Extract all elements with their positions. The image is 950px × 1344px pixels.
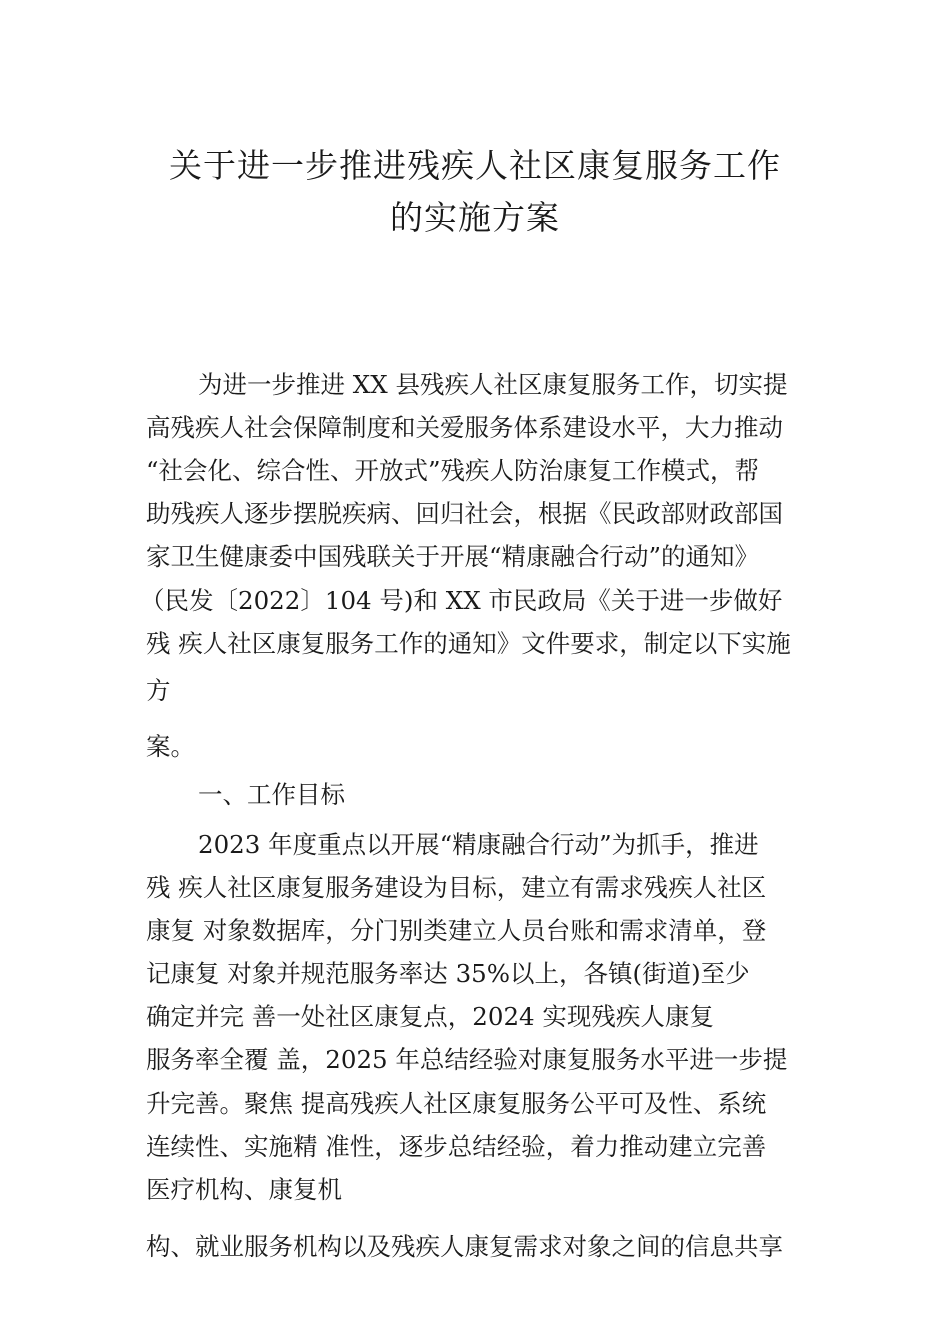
body-line: 服务率全覆 盖，2025 年总结经验对康复服务水平进一步提 (146, 1045, 788, 1074)
body-line: “社会化、综合性、开放式”残疾人防治康复工作模式，帮 (146, 456, 760, 485)
body-line: （民发〔2022〕104 号)和 XX 市民政局《关于进一步做好 (140, 586, 783, 615)
document-title-line-1: 关于进一步推进残疾人社区康复服务工作 (169, 146, 781, 185)
body-line: 残 疾人社区康复服务工作的通知》文件要求，制定以下实施 (146, 629, 791, 658)
body-line: 高残疾人社会保障制度和关爱服务体系建设水平，大力推动 (146, 413, 783, 442)
body-line: 2023 年度重点以开展“精康融合行动”为抓手，推进 (198, 830, 759, 859)
body-line: 确定并完 善一处社区康复点，2024 实现残疾人康复 (146, 1002, 714, 1031)
body-line: 记康复 对象并规范服务率达 35%以上，各镇(街道)至少 (146, 959, 750, 988)
body-line: 为进一步推进 XX 县残疾人社区康复服务工作，切实提 (198, 370, 788, 399)
body-line: 连续性、实施精 准性，逐步总结经验，着力推动建立完善 (146, 1132, 767, 1161)
body-line: 案。 (146, 732, 195, 761)
body-line: 方 (146, 676, 171, 705)
body-line: 助残疾人逐步摆脱疾病、回归社会，根据《民政部财政部国 (146, 499, 783, 528)
body-line: 医疗机构、康复机 (146, 1175, 342, 1204)
body-line: 构、就业服务机构以及残疾人康复需求对象之间的信息共享 (146, 1232, 783, 1261)
body-line: 残 疾人社区康复服务建设为目标，建立有需求残疾人社区 (146, 873, 767, 902)
body-line: 康复 对象数据库，分门别类建立人员台账和需求清单，登 (146, 916, 767, 945)
section-heading: 一、工作目标 (198, 780, 345, 809)
body-line: 家卫生健康委中国残联关于开展“精康融合行动”的通知》 (146, 542, 760, 571)
body-line: 升完善。聚焦 提高残疾人社区康复服务公平可及性、系统 (146, 1089, 767, 1118)
document-title-line-2: 的实施方案 (390, 198, 560, 237)
